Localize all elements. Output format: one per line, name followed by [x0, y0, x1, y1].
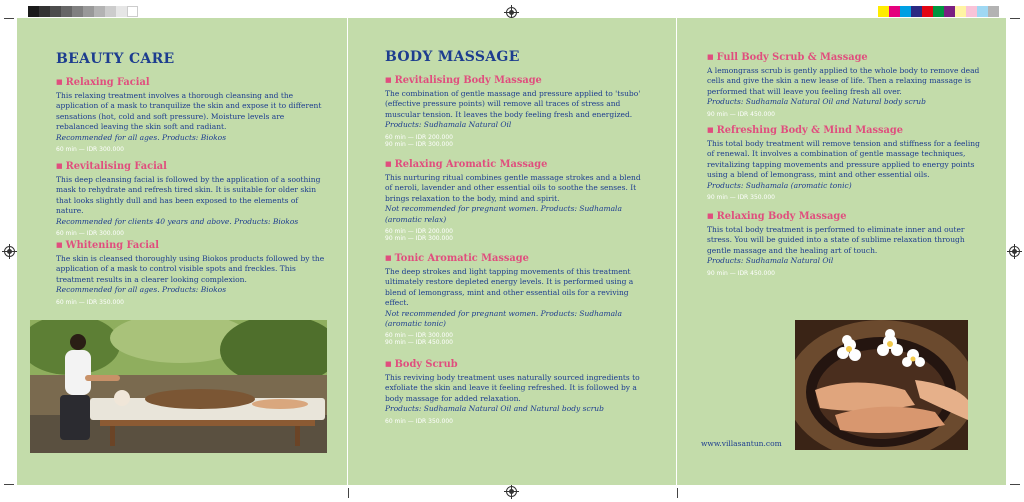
treatment-title: Revitalising Facial — [65, 161, 167, 172]
crop-mark — [677, 488, 678, 498]
page-heading: BEAUTY CARE — [56, 51, 175, 67]
brochure-panel-scrubs — [677, 18, 1006, 485]
treatment-price: 60 min — IDR 200.000 — [385, 133, 453, 141]
page-heading: BODY MASSAGE — [385, 49, 520, 65]
treatment-title: Whitening Facial — [65, 240, 159, 251]
treatment-relaxing-body-massage — [707, 210, 987, 277]
treatment-price: 90 min — IDR 450.000 — [707, 110, 775, 118]
treatment-price: 90 min — IDR 450.000 — [385, 339, 453, 347]
treatment-price: 60 min — IDR 300.000 — [385, 332, 453, 340]
color-calibration-bar — [878, 6, 999, 17]
treatment-note: Recommended for all ages. Products: Biokos — [56, 132, 227, 142]
foot-bath-photo — [795, 320, 968, 450]
treatment-description: The deep strokes and light tapping movements of this treatment ultimately restore depleted energy levels. It is performed using a blend of lemongrass, mint and other essential oils for a reviving effect. — [385, 267, 634, 308]
treatment-note: Products: Sudhamala (aromatic tonic) — [707, 180, 852, 190]
website-url: www.villasantun.com — [701, 439, 782, 448]
treatment-note: Products: Sudhamala Natural Oil and Natural body scrub — [707, 97, 926, 107]
treatment-description: This total body treatment is performed to eliminate inner and outer stress. You will be guided into a state of sublime relaxation through gentle massage and the healing art of touch. — [707, 225, 965, 255]
small-square-bullet-icon: ■ — [56, 161, 63, 170]
treatment-title: Refreshing Body & Mind Massage — [716, 125, 903, 136]
treatment-description: The combination of gentle massage and pressure applied to 'tsubo' (effective pressure points) will remove all traces of stress and muscular tension. It leaves the body feeling fresh and energized. — [385, 89, 641, 119]
treatment-price: 60 min — IDR 300.000 — [56, 146, 124, 154]
registration-mark-icon — [4, 246, 15, 257]
treatment-price: 90 min — IDR 350.000 — [707, 194, 775, 202]
treatment-relaxing-facial — [56, 76, 328, 153]
treatment-description: This relaxing treatment involves a thorough cleansing and the application of a mask to tranquilize the skin and expose it to different sensations (hot, cold and soft pressure). Moisture levels are rebalanced leaving the skin soft and radiant. — [56, 91, 322, 132]
treatment-note: Recommended for clients 40 years and above. Products: Biokos — [56, 216, 299, 226]
facial-treatment-illustration — [30, 320, 327, 453]
crop-mark — [1010, 18, 1020, 19]
treatment-price: 90 min — IDR 300.000 — [385, 235, 453, 243]
treatment-title: Revitalising Body Massage — [394, 75, 542, 86]
registration-mark-icon — [506, 7, 517, 18]
treatment-title: Tonic Aromatic Massage — [394, 253, 529, 264]
facial-treatment-photo — [30, 320, 327, 453]
treatment-tonic-aromatic-massage — [385, 252, 650, 346]
treatment-description: A lemongrass scrub is gently applied to the whole body to remove dead cells and give the skin a new lease of life. Then a relaxing massage is performed that will leave you feeling fresh all over. — [707, 66, 980, 96]
treatment-description: This deep cleansing facial is followed by the application of a soothing mask to rehydrate and refresh tired skin. It is suitable for older skin that looks slightly dull and has been exposed to the elements of nature. — [56, 175, 321, 216]
small-square-bullet-icon: ■ — [385, 159, 392, 168]
treatment-price: 60 min — IDR 350.000 — [385, 417, 453, 425]
small-square-bullet-icon: ■ — [56, 77, 63, 86]
treatment-title: Relaxing Body Massage — [716, 211, 847, 222]
crop-mark — [4, 18, 14, 19]
treatment-note: Not recommended for pregnant women. Products: Sudhamala (aromatic tonic) — [385, 308, 622, 329]
treatment-description: The skin is cleansed thoroughly using Biokos products followed by the application of a mask to control visible spots and freckles. This treatment results in a clearer looking complexion. — [56, 254, 325, 284]
treatment-revitalising-facial — [56, 160, 328, 237]
treatment-title: Full Body Scrub & Massage — [716, 52, 868, 63]
treatment-note: Recommended for all ages. Products: Biokos — [56, 285, 227, 295]
crop-mark — [4, 484, 14, 485]
treatment-note: Not recommended for pregnant women. Products: Sudhamala (aromatic relax) — [385, 204, 622, 224]
treatment-title: Relaxing Aromatic Massage — [394, 159, 548, 170]
small-square-bullet-icon: ■ — [707, 52, 714, 61]
treatment-title: Relaxing Facial — [65, 77, 150, 88]
treatment-price: 90 min — IDR 450.000 — [707, 269, 775, 277]
treatment-description: This reviving body treatment uses naturally sourced ingredients to exfoliate the skin and leave it feeling refreshed. It is followed by a body massage for added relaxation. — [385, 373, 640, 403]
treatment-note: Products: Sudhamala Natural Oil and Natural body scrub — [385, 404, 604, 414]
crop-mark — [1010, 484, 1020, 485]
treatment-description: This nurturing ritual combines gentle massage strokes and a blend of neroli, lavender and other essential oils to soothe the senses. It brings relaxation to the body, mind and spirit. — [385, 173, 641, 203]
treatment-description: This total body treatment will remove tension and stiffness for a feeling of renewal. It involves a combination of gentle massage techniques, revitalizing tapping movements and pressure applied to energy points using a blend of lemongrass, mint and other essential oils. — [707, 139, 980, 180]
registration-mark-icon — [506, 486, 517, 497]
small-square-bullet-icon: ■ — [385, 75, 392, 84]
treatment-note: Products: Sudhamala Natural Oil — [385, 120, 512, 130]
treatment-refreshing-body-mind-massage — [707, 124, 987, 201]
crop-mark — [348, 488, 349, 498]
treatment-revitalising-body-massage — [385, 74, 650, 148]
small-square-bullet-icon: ■ — [707, 211, 714, 220]
treatment-body-scrub — [385, 358, 650, 425]
treatment-full-body-scrub-massage — [707, 51, 987, 118]
brochure-panel-beauty-care — [17, 18, 347, 485]
registration-mark-icon — [1009, 246, 1020, 257]
treatment-relaxing-aromatic-massage — [385, 158, 650, 242]
small-square-bullet-icon: ■ — [707, 125, 714, 134]
foot-bath-illustration — [795, 320, 968, 450]
small-square-bullet-icon: ■ — [385, 359, 392, 368]
brochure-panel-body-massage — [348, 18, 677, 485]
small-square-bullet-icon: ■ — [56, 240, 63, 249]
treatment-price: 60 min — IDR 350.000 — [56, 298, 124, 306]
treatment-price: 60 min — IDR 300.000 — [56, 230, 124, 238]
grayscale-calibration-bar — [28, 6, 138, 17]
treatment-title: Body Scrub — [394, 359, 458, 370]
treatment-note: Products: Sudhamala Natural Oil — [707, 256, 834, 266]
treatment-price: 60 min — IDR 200.000 — [385, 228, 453, 236]
treatment-whitening-facial — [56, 239, 328, 306]
small-square-bullet-icon: ■ — [385, 253, 392, 262]
treatment-price: 90 min — IDR 300.000 — [385, 140, 453, 148]
